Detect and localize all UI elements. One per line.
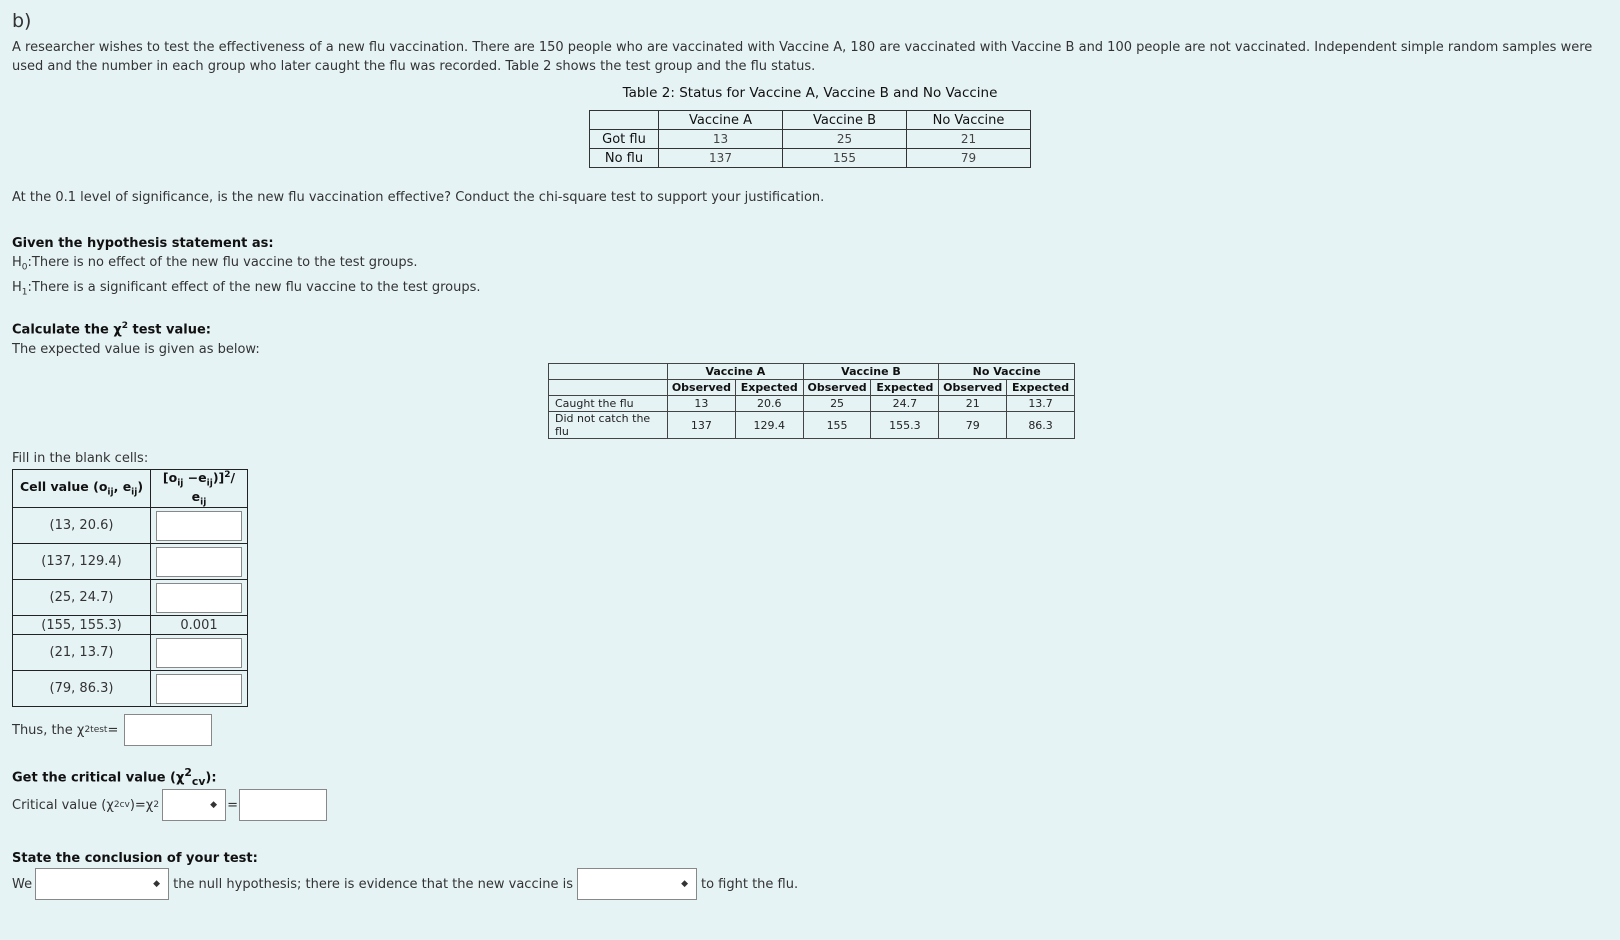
expected-cell: 86.3 — [1007, 412, 1075, 439]
expected-table-row — [549, 396, 1075, 412]
conclusion-heading: State the conclusion of your test: — [12, 851, 258, 866]
fill-header-cell-value: Cell value ($o_{ij}$, $e_{ij}$) — [13, 470, 151, 508]
expected-cell: 24.7 — [871, 396, 939, 412]
expected-sub-header: Observed — [803, 380, 871, 396]
expected-sub-header: Expected — [871, 380, 939, 396]
expected-sub-header: Expected — [1007, 380, 1075, 396]
expected-sub-header: Observed — [939, 380, 1007, 396]
table2-row-label: No flu — [590, 149, 659, 168]
fill-row — [13, 671, 248, 707]
conclusion-line: We ◆ the null hypothesis; there is evidence that the new vaccine is ◆ to fight the flu. — [12, 868, 798, 900]
expected-cell: 13 — [668, 396, 736, 412]
calc-heading: Calculate the $\chi^2$ test value: — [12, 321, 211, 338]
expected-cell: 20.6 — [735, 396, 803, 412]
table2-header: Vaccine A — [659, 111, 783, 130]
expected-cell: 137 — [668, 412, 736, 439]
table2-caption: Table 2: Status for Vaccine A, Vaccine B and No Vaccine — [622, 85, 998, 101]
expected-row-label: Caught the flu — [549, 396, 668, 412]
expected-table — [548, 363, 1075, 439]
calc-block — [12, 316, 260, 360]
expected-note: The expected value is given as below: — [12, 342, 260, 358]
critical-heading: Get the critical value $(\chi^2_{cv})$: — [12, 766, 217, 788]
table2-row — [590, 149, 1031, 168]
table2-cell: 155 — [783, 149, 907, 168]
table2-row-label: Got flu — [590, 130, 659, 149]
fill-row — [13, 635, 248, 671]
critical-value-input[interactable] — [239, 789, 327, 821]
expected-cell: 21 — [939, 396, 1007, 412]
expected-cell: 13.7 — [1007, 396, 1075, 412]
fill-cell-value: (13, 20.6) — [13, 508, 151, 544]
fill-answer-cell — [151, 508, 248, 544]
chi-test-input[interactable] — [124, 714, 212, 746]
expected-group-header: Vaccine A — [668, 364, 804, 380]
table2-header: No Vaccine — [907, 111, 1031, 130]
fill-header-formula: $[o_{ij} -e_{ij})]^2/$ $e_{ij}$ — [151, 470, 248, 508]
table2-corner — [590, 111, 659, 130]
updown-arrow-icon: ◆ — [153, 879, 161, 889]
answer-input[interactable] — [156, 511, 242, 541]
fill-cell-value: (21, 13.7) — [13, 635, 151, 671]
fill-cell-value: (137, 129.4) — [13, 544, 151, 580]
fill-answer-cell — [151, 544, 248, 580]
fill-cell-value: (25, 24.7) — [13, 580, 151, 616]
fill-table — [12, 469, 248, 707]
table2 — [589, 110, 1031, 168]
fill-given-value: 0.001 — [151, 616, 248, 635]
expected-cell: 129.4 — [735, 412, 803, 439]
answer-input[interactable] — [156, 638, 242, 668]
effectiveness-dropdown[interactable] — [577, 868, 697, 900]
table2-cell: 79 — [907, 149, 1031, 168]
table2-cell: 13 — [659, 130, 783, 149]
expected-sub-header: Observed — [668, 380, 736, 396]
null-hypothesis: $H_0:There$ is no effect of the new flu vaccine to the test groups. — [12, 255, 418, 273]
table2-header: Vaccine B — [783, 111, 907, 130]
fill-answer-cell — [151, 635, 248, 671]
table2-row — [590, 130, 1031, 149]
fill-row — [13, 616, 248, 635]
expected-row-label: Did not catch the flu — [549, 412, 668, 439]
answer-input[interactable] — [156, 583, 242, 613]
table2-cell: 137 — [659, 149, 783, 168]
expected-sub-header: Expected — [735, 380, 803, 396]
expected-table-row — [549, 412, 1075, 439]
part-label: b) — [12, 10, 32, 32]
fill-answer-cell — [151, 671, 248, 707]
expected-cell: 25 — [803, 396, 871, 412]
updown-arrow-icon: ◆ — [210, 800, 218, 810]
critical-line: Critical value (χ 2 cv )=χ 2 ◆ = — [12, 789, 327, 821]
fill-row — [13, 544, 248, 580]
expected-group-header: No Vaccine — [939, 364, 1075, 380]
fill-cell-value: (79, 86.3) — [13, 671, 151, 707]
fill-row — [13, 580, 248, 616]
hypothesis-block — [12, 234, 481, 302]
question-text: At the 0.1 level of significance, is the new flu vaccination effective? Conduct the chi-square test to support your justification. — [12, 190, 825, 205]
expected-cell: 155.3 — [871, 412, 939, 439]
fill-answer-cell — [151, 580, 248, 616]
critical-dropdown[interactable] — [162, 789, 226, 821]
chi-test-line: Thus, the χ 2 test = — [12, 714, 212, 746]
expected-cell: 79 — [939, 412, 1007, 439]
intro-text: A researcher wishes to test the effectiveness of a new flu vaccination. There are 150 people who are vaccinated with Vaccine A, 180 are vaccinated with Vaccine B and 100 people are not vaccinated. Independent simple random samples were used and the number in each group who later caught the flu was recorded. Table 2 shows the test group and the flu status. — [12, 40, 1593, 74]
expected-table-corner — [549, 380, 668, 396]
decision-dropdown[interactable] — [35, 868, 169, 900]
fill-label: Fill in the blank cells: — [12, 451, 149, 466]
alt-hypothesis: $H_1:There$ is a significant effect of the new flu vaccine to the test groups. — [12, 279, 481, 298]
fill-row — [13, 508, 248, 544]
expected-group-header: Vaccine B — [803, 364, 939, 380]
table2-cell: 21 — [907, 130, 1031, 149]
hypothesis-heading: Given the hypothesis statement as: — [12, 236, 274, 251]
answer-input[interactable] — [156, 674, 242, 704]
expected-table-corner — [549, 364, 668, 380]
answer-input[interactable] — [156, 547, 242, 577]
table2-cell: 25 — [783, 130, 907, 149]
fill-cell-value: (155, 155.3) — [13, 616, 151, 635]
updown-arrow-icon: ◆ — [681, 879, 688, 889]
expected-cell: 155 — [803, 412, 871, 439]
